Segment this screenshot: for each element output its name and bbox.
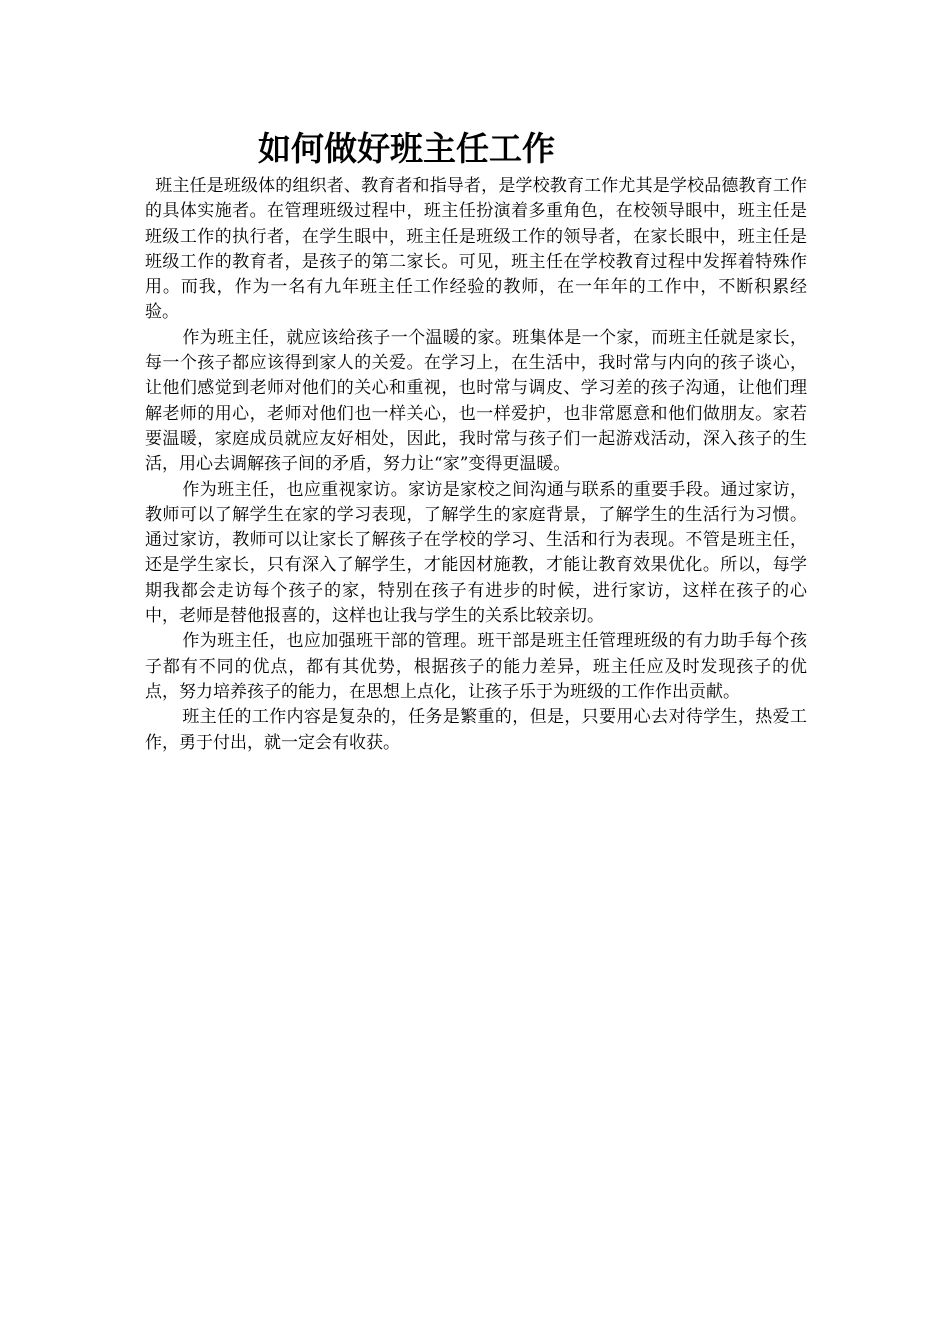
paragraph-conclusion: 班主任的工作内容是复杂的，任务是繁重的，但是，只要用心去对待学生，热爱工作，勇于付出，就一定会有收获。 [145,707,807,753]
paragraph-intro: 班主任是班级体的组织者、教育者和指导者，是学校教育工作尤其是学校品德教育工作的具体实施者。在管理班级过程中，班主任扮演着多重角色，在校领导眼中，班主任是班级工作的执行者，在学生眼中，班主任是班级工作的领导者，在家长眼中，班主任是班级工作的教育者，是孩子的第二家长。可见，班主任在学校教育过程中发挥着特殊作用。而我，作为一名有九年班主任工作经验的教师，在一年年的工作中，不断积累经验。 [145,176,807,323]
paragraph-class-cadres: 作为班主任，也应加强班干部的管理。班干部是班主任管理班级的有力助手每个孩子都有不同的优点，都有其优势，根据孩子的能力差异，班主任应及时发现孩子的优点，努力培养孩子的能力，在思想上点化，让孩子乐于为班级的工作作出贡献。 [145,631,807,702]
paragraph-home-visits: 作为班主任，也应重视家访。家访是家校之间沟通与联系的重要手段。通过家访，教师可以了解学生在家的学习表现，了解学生的家庭背景，了解学生的生活行为习惯。通过家访，教师可以让家长了解孩子在学校的学习、生活和行为表现。不管是班主任，还是学生家长，只有深入了解学生，才能因材施教，才能让教育效果优化。所以，每学期我都会走访每个孩子的家，特别在孩子有进步的时候，进行家访，这样在孩子的心中，老师是替他报喜的，这样也让我与学生的关系比较亲切。 [145,479,807,627]
paragraph-warm-home: 作为班主任，就应该给孩子一个温暖的家。班集体是一个家，而班主任就是家长，每一个孩子都应该得到家人的关爱。在学习上，在生活中，我时常与内向的孩子谈心，让他们感觉到老师对他们的关心和重视，也时常与调皮、学习差的孩子沟通，让他们理解老师的用心，老师对他们也一样关心，也一样爱护，也非常愿意和他们做朋友。家若要温暖，家庭成员就应友好相处，因此，我时常与孩子们一起游戏活动，深入孩子的生活，用心去调解孩子间的矛盾，努力让“家”变得更温暖。 [145,327,807,475]
document-title: 如何做好班主任工作 [258,129,555,168]
document-body [145,174,807,756]
